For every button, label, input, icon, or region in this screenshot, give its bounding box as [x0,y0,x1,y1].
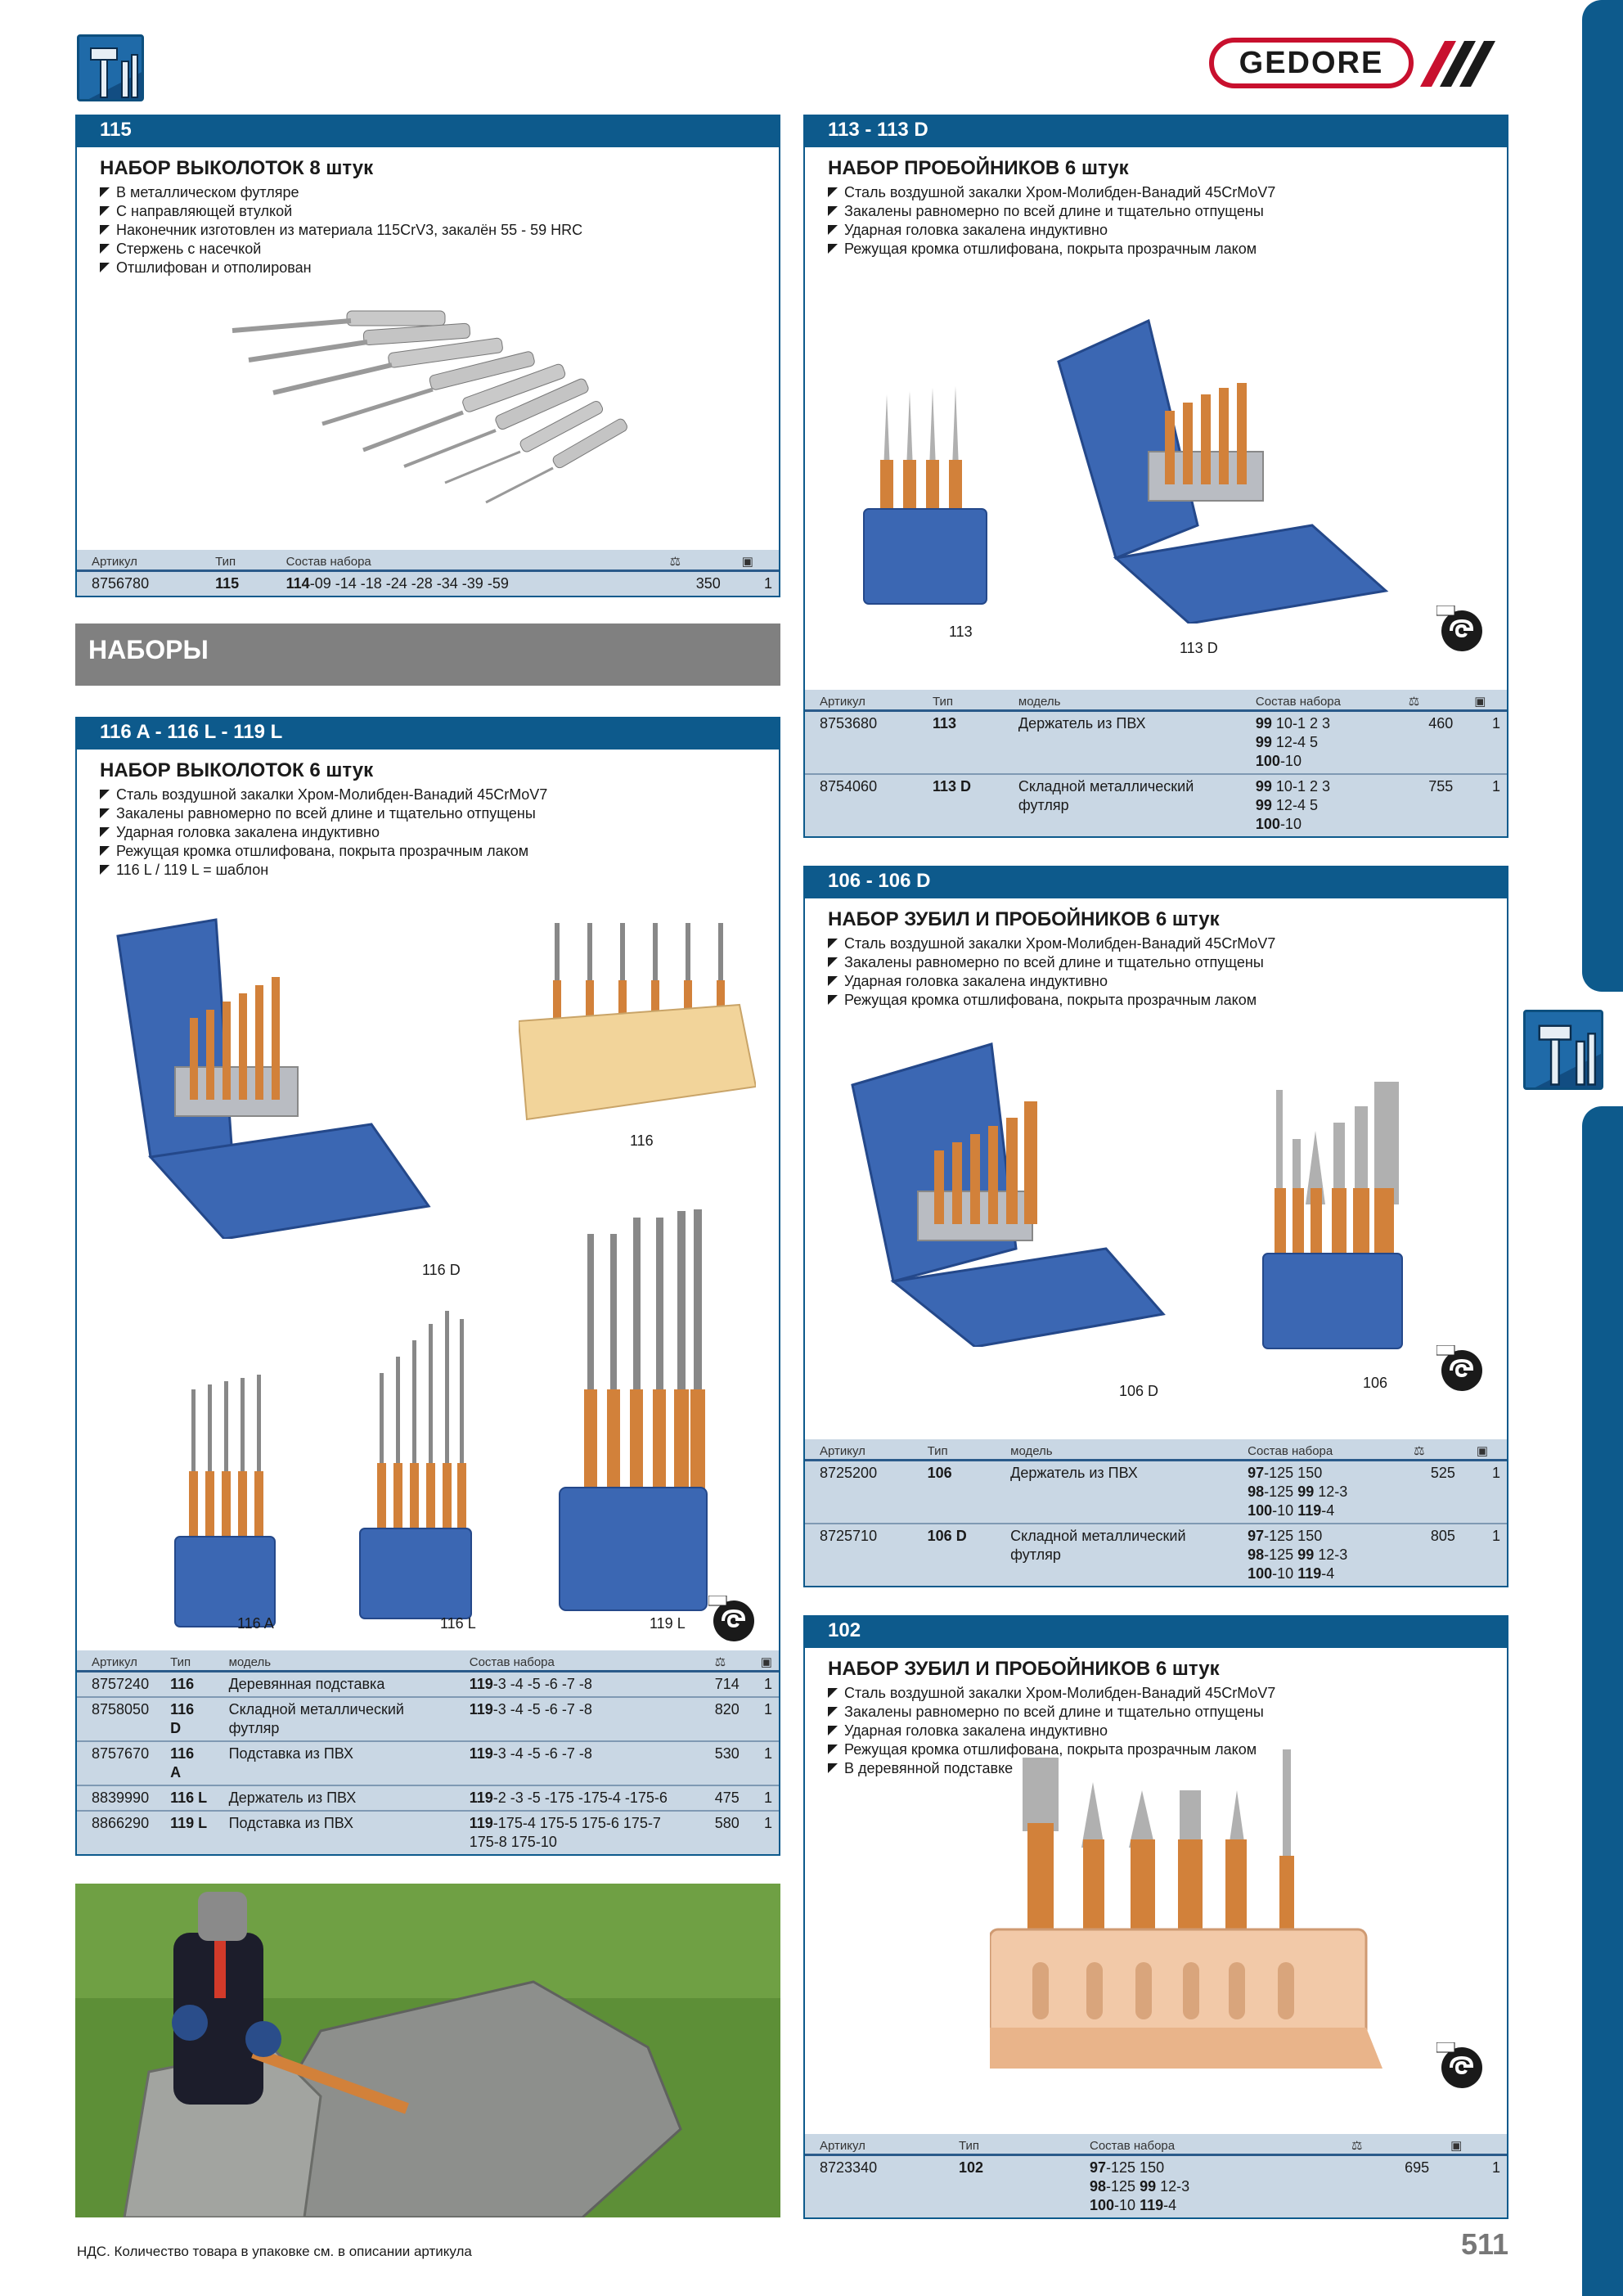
usage-photo [75,1884,780,2217]
package-icon: ▣ [1450,2139,1463,2153]
punch-set-116-image [519,915,756,1128]
cell-article: 8758050 [77,1697,155,1741]
gs-certification-icon [1436,606,1487,653]
punch-set-116a-image [167,1373,281,1635]
feature-item: Закалены равномерно по всей длине и тщательно отпущены [100,804,779,823]
cell-type: 116 D [155,1697,214,1741]
cell-set: 119-3 -4 -5 -6 -7 -8 [455,1697,700,1741]
cell-type: 113 D [918,774,1004,836]
cell-set: 97-125 150 98-125 99 12-3 100-10 119-4 [1233,1524,1399,1586]
cell-article: 8725200 [805,1461,913,1524]
punch-set-116l-image [355,1308,478,1627]
cell-type: 115 [200,571,272,597]
chisel-punch-set-102-image [990,1749,1382,2077]
spec-table [805,1439,1507,1586]
feature-item: Ударная головка закалена индуктивно [828,1722,1507,1740]
cell-article: 8723340 [805,2155,944,2218]
table-row [805,2155,1507,2218]
weight-icon: ⚖ [1351,2139,1363,2153]
cell-article: 8754060 [805,774,918,836]
punch-set-119l-image [555,1209,710,1618]
cell-set: 119-175-4 175-5 175-6 175-7 175-8 175-10 [455,1811,700,1854]
feature-item: Режущая кромка отшлифована, покрыта прозрачным лаком [100,842,779,861]
cell-type: 102 [944,2155,1075,2218]
col-header-type: Тип [170,1654,191,1669]
spec-table [77,550,779,596]
col-header-type: Тип [932,694,953,709]
cell-type: 116 L [155,1785,214,1811]
table-row [805,711,1507,775]
col-header-set: Состав набора [469,1654,555,1669]
cell-article: 8756780 [77,571,200,597]
cell-set: 99 10-1 2 3 99 12-4 5 100-10 [1241,711,1394,775]
col-header-article: Артикул [92,1654,137,1669]
cell-weight: 580 [700,1811,746,1854]
cell-set: 97-125 150 98-125 99 12-3 100-10 119-4 [1075,2155,1337,2218]
cell-model: Держатель из ПВХ [1004,711,1241,775]
cell-model: Держатель из ПВХ [214,1785,455,1811]
table-row [805,774,1507,836]
cell-weight: 460 [1394,711,1459,775]
caption: 106 D [1119,1383,1159,1399]
cell-article: 8757240 [77,1672,155,1698]
cell-model: Держатель из ПВХ [996,1461,1233,1524]
col-header-set: Состав набора [285,554,371,569]
chisel-punch-set-106-image [1260,1082,1407,1352]
col-header-type: Тип [959,2138,980,2153]
cell-set: 97-125 150 98-125 99 12-3 100-10 119-4 [1233,1461,1399,1524]
feature-list [100,183,779,277]
panel-code: 102 [805,1617,1507,1648]
weight-icon: ⚖ [714,1655,726,1669]
table-row [805,1524,1507,1586]
cell-weight: 805 [1399,1524,1462,1586]
package-icon: ▣ [760,1655,772,1669]
feature-item: Закалены равномерно по всей длине и тщательно отпущены [828,202,1507,221]
col-header-set: Состав набора [1090,2138,1176,2153]
cell-type: 119 L [155,1811,214,1854]
cell-pack: 1 [1436,2155,1507,2218]
table-row [805,1461,1507,1524]
cell-pack: 1 [1462,1524,1507,1586]
cell-type: 106 [913,1461,996,1524]
punch-set-113d-image [1050,313,1394,624]
cell-weight: 714 [700,1672,746,1698]
col-header-article: Артикул [92,554,137,569]
cell-weight: 695 [1337,2155,1436,2218]
col-header-model: модель [228,1654,272,1669]
cell-set: 119-3 -4 -5 -6 -7 -8 [455,1672,700,1698]
feature-item: Сталь воздушной закалки Хром-Молибден-Ванадий 45CrMoV7 [100,786,779,804]
cell-type: 106 D [913,1524,996,1586]
cell-set: 119-3 -4 -5 -6 -7 -8 [455,1741,700,1785]
cell-pack: 1 [746,1672,779,1698]
cell-pack: 1 [746,1785,779,1811]
brand-slash-mark [1420,39,1502,88]
cell-article: 8866290 [77,1811,155,1854]
panel-code: 106 - 106 D [805,867,1507,898]
pin-punch-set-image [224,303,715,507]
feature-item: Отшлифован и отполирован [100,259,779,277]
cell-model: Складной металлический футляр [1004,774,1241,836]
panel-title: НАБОР ВЫКОЛОТОК 8 штук [100,157,374,179]
caption: 119 L [650,1615,686,1632]
cell-set: 99 10-1 2 3 99 12-4 5 100-10 [1241,774,1394,836]
cell-weight: 820 [700,1697,746,1741]
cell-set: 119-2 -3 -5 -175 -175-4 -175-6 [455,1785,700,1811]
table-row [77,1785,779,1811]
col-header-set: Состав набора [1255,694,1341,709]
feature-item: Режущая кромка отшлифована, покрыта прозрачным лаком [828,240,1507,259]
weight-icon: ⚖ [669,555,681,569]
cell-article: 8757670 [77,1741,155,1785]
package-icon: ▣ [1476,1444,1489,1458]
feature-item: Стержень с насечкой [100,240,779,259]
product-panel-115 [75,115,780,597]
product-panel-116 [75,717,780,1856]
feature-item: В деревянной подставке [828,1759,1507,1778]
feature-item: 116 L / 119 L = шаблон [100,861,779,880]
product-panel-113 [803,115,1508,838]
cell-article: 8725710 [805,1524,913,1586]
weight-icon: ⚖ [1408,695,1420,709]
caption: 106 [1363,1375,1388,1391]
cell-pack: 1 [746,1697,779,1741]
table-row [77,571,779,597]
spec-table [77,1650,779,1854]
punch-set-116d-image [101,912,445,1239]
weight-icon: ⚖ [1414,1444,1425,1458]
cell-type: 116 A [155,1741,214,1785]
feature-item: Режущая кромка отшлифована, покрыта прозрачным лаком [828,991,1507,1010]
table-row [77,1741,779,1785]
cell-pack: 1 [1459,774,1507,836]
gs-certification-icon [1436,1345,1487,1393]
feature-item: Режущая кромка отшлифована, покрыта прозрачным лаком [828,1740,1507,1759]
feature-list [828,183,1507,259]
spec-table [805,2134,1507,2217]
table-row [77,1811,779,1854]
col-header-article: Артикул [820,1443,865,1458]
side-tab-upper [1582,0,1623,992]
cell-model: Складной металлический футляр [214,1697,455,1741]
feature-item: Сталь воздушной закалки Хром-Молибден-Ванадий 45CrMoV7 [828,934,1507,953]
cell-pack: 1 [746,1811,779,1854]
spec-table [805,690,1507,836]
col-header-set: Состав набора [1248,1443,1333,1458]
gs-certification-icon [1436,2042,1487,2090]
col-header-article: Артикул [820,694,865,709]
feature-item: С направляющей втулкой [100,202,779,221]
col-header-model: модель [1010,1443,1053,1458]
cell-type: 113 [918,711,1004,775]
caption: 116 L [440,1615,476,1632]
cell-set: 114-09 -14 -18 -24 -28 -34 -39 -59 [272,571,655,597]
cell-type: 116 [155,1672,214,1698]
panel-title: НАБОР ЗУБИЛ И ПРОБОЙНИКОВ 6 штук [828,1658,1220,1680]
cell-model: Деревянная подставка [214,1672,455,1698]
feature-item: Закалены равномерно по всей длине и тщательно отпущены [828,1703,1507,1722]
package-icon: ▣ [741,555,753,569]
section-title: НАБОРЫ [75,624,780,686]
product-panel-102 [803,1615,1508,2219]
cell-weight: 350 [655,571,727,597]
table-row [77,1672,779,1698]
table-row [77,1697,779,1741]
punch-set-113-image [857,378,996,607]
package-icon: ▣ [1474,695,1486,709]
panel-title: НАБОР ЗУБИЛ И ПРОБОЙНИКОВ 6 штук [828,908,1220,930]
caption: 116 D [422,1262,461,1278]
chisel-punch-set-106d-image [844,1036,1171,1347]
cell-pack: 1 [727,571,779,597]
panel-title: НАБОР ПРОБОЙНИКОВ 6 штук [828,157,1129,179]
hammer-chisel-icon [77,34,144,101]
caption: 116 [630,1132,654,1149]
cell-pack: 1 [746,1741,779,1785]
side-tab-lower [1582,1106,1623,2296]
page-number: 511 [1461,2227,1509,2261]
feature-list [828,934,1507,1010]
caption: 113 [949,624,973,640]
cell-pack: 1 [1462,1461,1507,1524]
feature-item: Ударная головка закалена индуктивно [828,221,1507,240]
feature-item: Наконечник изготовлен из материала 115CrV3, закалён 55 - 59 HRC [100,221,779,240]
cell-article: 8753680 [805,711,918,775]
feature-item: Закалены равномерно по всей длине и тщательно отпущены [828,953,1507,972]
feature-item: Ударная головка закалена индуктивно [100,823,779,842]
cell-pack: 1 [1459,711,1507,775]
gs-certification-icon [708,1596,759,1643]
cell-model: Подставка из ПВХ [214,1811,455,1854]
col-header-model: модель [1018,694,1061,709]
caption: 116 A [237,1615,274,1632]
panel-code: 115 [77,116,779,147]
footer-note: НДС. Количество товара в упаковке см. в описании артикула [77,2244,472,2259]
cell-weight: 530 [700,1741,746,1785]
cell-weight: 525 [1399,1461,1462,1524]
col-header-article: Артикул [820,2138,865,2153]
col-header-type: Тип [215,554,236,569]
cell-model: Подставка из ПВХ [214,1741,455,1785]
feature-item: Ударная головка закалена индуктивно [828,972,1507,991]
feature-list [100,786,779,880]
hammer-chisel-icon [1523,1010,1603,1090]
panel-code: 113 - 113 D [805,116,1507,147]
cell-weight: 475 [700,1785,746,1811]
panel-code: 116 A - 116 L - 119 L [77,718,779,750]
product-panel-106 [803,866,1508,1587]
gedore-logo [1209,38,1414,88]
cell-model: Складной металлический футляр [996,1524,1233,1586]
col-header-type: Тип [927,1443,948,1458]
cell-article: 8839990 [77,1785,155,1811]
panel-title: НАБОР ВЫКОЛОТОК 6 штук [100,759,374,781]
feature-item: Сталь воздушной закалки Хром-Молибден-Ванадий 45CrMoV7 [828,1684,1507,1703]
cell-weight: 755 [1394,774,1459,836]
feature-item: Сталь воздушной закалки Хром-Молибден-Ванадий 45CrMoV7 [828,183,1507,202]
brand-name: GEDORE [1239,45,1384,80]
feature-item: В металлическом футляре [100,183,779,202]
caption: 113 D [1180,640,1218,656]
